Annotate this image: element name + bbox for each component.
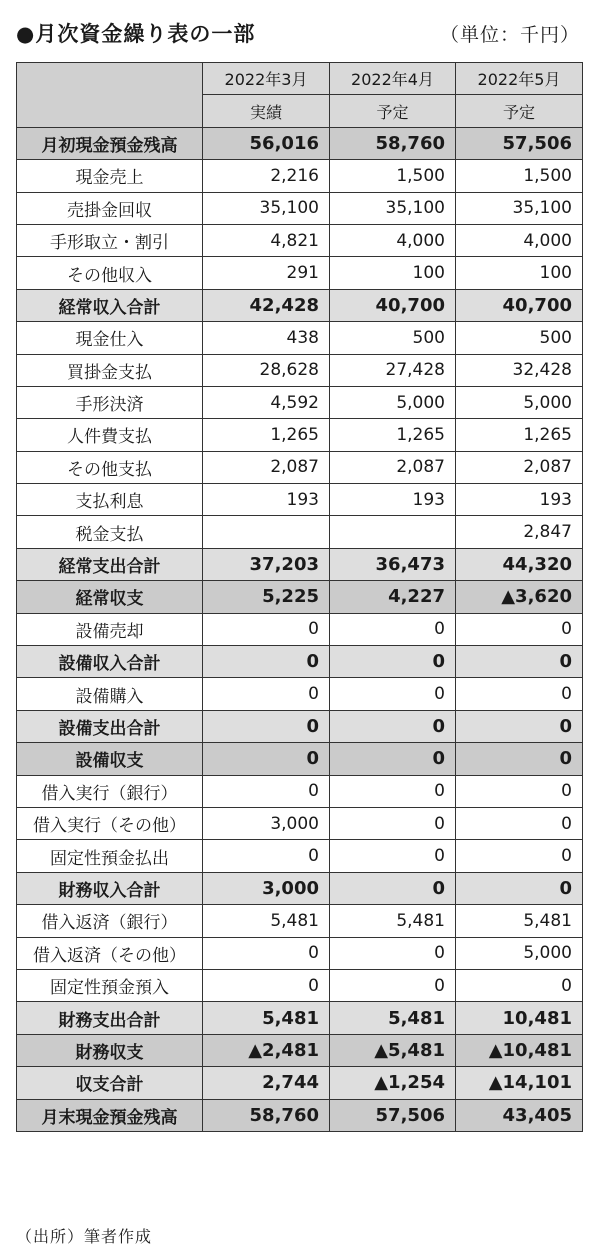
row-label: 設備収支 xyxy=(17,743,203,775)
value-cell: 100 xyxy=(330,257,456,289)
header-corner xyxy=(17,63,203,128)
value-cell: 0 xyxy=(203,743,330,775)
value-cell: 0 xyxy=(330,710,456,742)
value-cell: 40,700 xyxy=(330,289,456,321)
value-cell: 35,100 xyxy=(330,192,456,224)
table-row xyxy=(17,322,583,354)
row-label: 財務収入合計 xyxy=(17,872,203,904)
value-cell: ▲10,481 xyxy=(456,1034,583,1066)
value-cell: 42,428 xyxy=(203,289,330,321)
value-cell: 35,100 xyxy=(456,192,583,224)
value-cell: 10,481 xyxy=(456,1002,583,1034)
table-row xyxy=(17,224,583,256)
value-cell: ▲1,254 xyxy=(330,1067,456,1099)
value-cell: 56,016 xyxy=(203,127,330,159)
row-label: 設備購入 xyxy=(17,678,203,710)
type-header: 実績 xyxy=(203,95,330,127)
value-cell: 193 xyxy=(456,484,583,516)
row-label: 固定性預金払出 xyxy=(17,840,203,872)
row-label: 収支合計 xyxy=(17,1067,203,1099)
value-cell: 0 xyxy=(330,872,456,904)
row-label: 設備収入合計 xyxy=(17,646,203,678)
value-cell: 5,481 xyxy=(203,1002,330,1034)
value-cell: 0 xyxy=(203,646,330,678)
row-label: その他収入 xyxy=(17,257,203,289)
row-label: その他支払 xyxy=(17,451,203,483)
value-cell: 4,592 xyxy=(203,386,330,418)
row-label: 税金支払 xyxy=(17,516,203,548)
value-cell: 0 xyxy=(203,775,330,807)
table-row xyxy=(17,1099,583,1131)
value-cell: 0 xyxy=(330,743,456,775)
value-cell: 0 xyxy=(330,969,456,1001)
value-cell: 5,000 xyxy=(456,937,583,969)
value-cell: 291 xyxy=(203,257,330,289)
table-row xyxy=(17,646,583,678)
row-label: 財務収支 xyxy=(17,1034,203,1066)
value-cell: 58,760 xyxy=(203,1099,330,1131)
source-note: （出所）筆者作成 xyxy=(16,1227,153,1246)
value-cell: 5,225 xyxy=(203,581,330,613)
table-row xyxy=(17,937,583,969)
value-cell: 5,000 xyxy=(330,386,456,418)
value-cell: 1,265 xyxy=(203,419,330,451)
value-cell: 37,203 xyxy=(203,548,330,580)
table-row xyxy=(17,419,583,451)
month-header: 2022年5月 xyxy=(456,63,583,95)
value-cell: ▲2,481 xyxy=(203,1034,330,1066)
value-cell: 0 xyxy=(456,807,583,839)
row-label: 経常支出合計 xyxy=(17,548,203,580)
value-cell: 0 xyxy=(330,646,456,678)
value-cell: 4,227 xyxy=(330,581,456,613)
value-cell: 5,481 xyxy=(330,1002,456,1034)
table-row xyxy=(17,1067,583,1099)
value-cell: 0 xyxy=(203,937,330,969)
value-cell: 36,473 xyxy=(330,548,456,580)
value-cell: 2,087 xyxy=(456,451,583,483)
table-row xyxy=(17,775,583,807)
value-cell: 0 xyxy=(456,678,583,710)
value-cell: 2,744 xyxy=(203,1067,330,1099)
row-label: 売掛金回収 xyxy=(17,192,203,224)
row-label: 財務支出合計 xyxy=(17,1002,203,1034)
value-cell: 2,087 xyxy=(203,451,330,483)
value-cell xyxy=(330,516,456,548)
row-label: 借入実行（その他） xyxy=(17,807,203,839)
value-cell: 5,481 xyxy=(456,905,583,937)
value-cell: ▲3,620 xyxy=(456,581,583,613)
value-cell: 0 xyxy=(456,969,583,1001)
value-cell: 4,821 xyxy=(203,224,330,256)
table-row xyxy=(17,1034,583,1066)
value-cell: 0 xyxy=(456,743,583,775)
value-cell: 500 xyxy=(456,322,583,354)
row-label: 人件費支払 xyxy=(17,419,203,451)
table-row xyxy=(17,516,583,548)
value-cell: 4,000 xyxy=(456,224,583,256)
cash-flow-table xyxy=(16,62,583,1132)
value-cell: 0 xyxy=(456,710,583,742)
row-label: 支払利息 xyxy=(17,484,203,516)
value-cell: 100 xyxy=(456,257,583,289)
value-cell: 2,847 xyxy=(456,516,583,548)
value-cell: 0 xyxy=(203,710,330,742)
value-cell: 5,481 xyxy=(330,905,456,937)
value-cell: 0 xyxy=(203,969,330,1001)
table-row xyxy=(17,160,583,192)
value-cell: 1,500 xyxy=(330,160,456,192)
value-cell: 0 xyxy=(456,872,583,904)
value-cell: 40,700 xyxy=(456,289,583,321)
value-cell: 57,506 xyxy=(456,127,583,159)
type-header: 予定 xyxy=(456,95,583,127)
document-title: ●月次資金繰り表の一部 xyxy=(16,22,256,46)
table-row xyxy=(17,257,583,289)
type-header: 予定 xyxy=(330,95,456,127)
row-label: 手形決済 xyxy=(17,386,203,418)
value-cell: 1,500 xyxy=(456,160,583,192)
table-row xyxy=(17,905,583,937)
value-cell: 57,506 xyxy=(330,1099,456,1131)
value-cell: 35,100 xyxy=(203,192,330,224)
value-cell: 2,216 xyxy=(203,160,330,192)
row-label: 現金売上 xyxy=(17,160,203,192)
value-cell: 0 xyxy=(456,840,583,872)
value-cell: 0 xyxy=(330,775,456,807)
row-label: 固定性預金預入 xyxy=(17,969,203,1001)
row-label: 買掛金支払 xyxy=(17,354,203,386)
table-row xyxy=(17,548,583,580)
table-row xyxy=(17,127,583,159)
row-label: 経常収支 xyxy=(17,581,203,613)
value-cell: 1,265 xyxy=(330,419,456,451)
value-cell: 3,000 xyxy=(203,807,330,839)
header-row-months xyxy=(17,63,583,95)
table-row xyxy=(17,451,583,483)
value-cell: 0 xyxy=(203,613,330,645)
value-cell: 193 xyxy=(203,484,330,516)
table-row xyxy=(17,969,583,1001)
table-row xyxy=(17,678,583,710)
value-cell: 0 xyxy=(456,775,583,807)
value-cell: 0 xyxy=(330,807,456,839)
unit-label: （単位：千円） xyxy=(439,24,580,46)
row-label: 月末現金預金残高 xyxy=(17,1099,203,1131)
value-cell: 438 xyxy=(203,322,330,354)
value-cell: 0 xyxy=(203,678,330,710)
value-cell: 4,000 xyxy=(330,224,456,256)
value-cell: 0 xyxy=(203,840,330,872)
value-cell: 0 xyxy=(330,678,456,710)
table-row xyxy=(17,484,583,516)
month-header: 2022年4月 xyxy=(330,63,456,95)
table-row xyxy=(17,289,583,321)
row-label: 借入実行（銀行） xyxy=(17,775,203,807)
value-cell: ▲5,481 xyxy=(330,1034,456,1066)
value-cell: 0 xyxy=(456,646,583,678)
value-cell: 58,760 xyxy=(330,127,456,159)
value-cell xyxy=(203,516,330,548)
value-cell: 193 xyxy=(330,484,456,516)
table-row xyxy=(17,613,583,645)
row-label: 借入返済（銀行） xyxy=(17,905,203,937)
value-cell: 2,087 xyxy=(330,451,456,483)
value-cell: ▲14,101 xyxy=(456,1067,583,1099)
value-cell: 44,320 xyxy=(456,548,583,580)
row-label: 設備売却 xyxy=(17,613,203,645)
value-cell: 0 xyxy=(330,613,456,645)
table-row xyxy=(17,743,583,775)
table-row xyxy=(17,807,583,839)
row-label: 現金仕入 xyxy=(17,322,203,354)
value-cell: 0 xyxy=(330,840,456,872)
table-row xyxy=(17,710,583,742)
row-label: 設備支出合計 xyxy=(17,710,203,742)
month-header: 2022年3月 xyxy=(203,63,330,95)
value-cell: 5,000 xyxy=(456,386,583,418)
table-row xyxy=(17,386,583,418)
value-cell: 43,405 xyxy=(456,1099,583,1131)
table-row xyxy=(17,872,583,904)
table-row xyxy=(17,840,583,872)
value-cell: 28,628 xyxy=(203,354,330,386)
value-cell: 0 xyxy=(330,937,456,969)
value-cell: 27,428 xyxy=(330,354,456,386)
value-cell: 3,000 xyxy=(203,872,330,904)
row-label: 手形取立・割引 xyxy=(17,224,203,256)
value-cell: 500 xyxy=(330,322,456,354)
table-row xyxy=(17,192,583,224)
value-cell: 5,481 xyxy=(203,905,330,937)
row-label: 借入返済（その他） xyxy=(17,937,203,969)
table-row xyxy=(17,581,583,613)
table-row xyxy=(17,1002,583,1034)
row-label: 経常収入合計 xyxy=(17,289,203,321)
value-cell: 1,265 xyxy=(456,419,583,451)
table-row xyxy=(17,354,583,386)
row-label: 月初現金預金残高 xyxy=(17,127,203,159)
value-cell: 32,428 xyxy=(456,354,583,386)
value-cell: 0 xyxy=(456,613,583,645)
